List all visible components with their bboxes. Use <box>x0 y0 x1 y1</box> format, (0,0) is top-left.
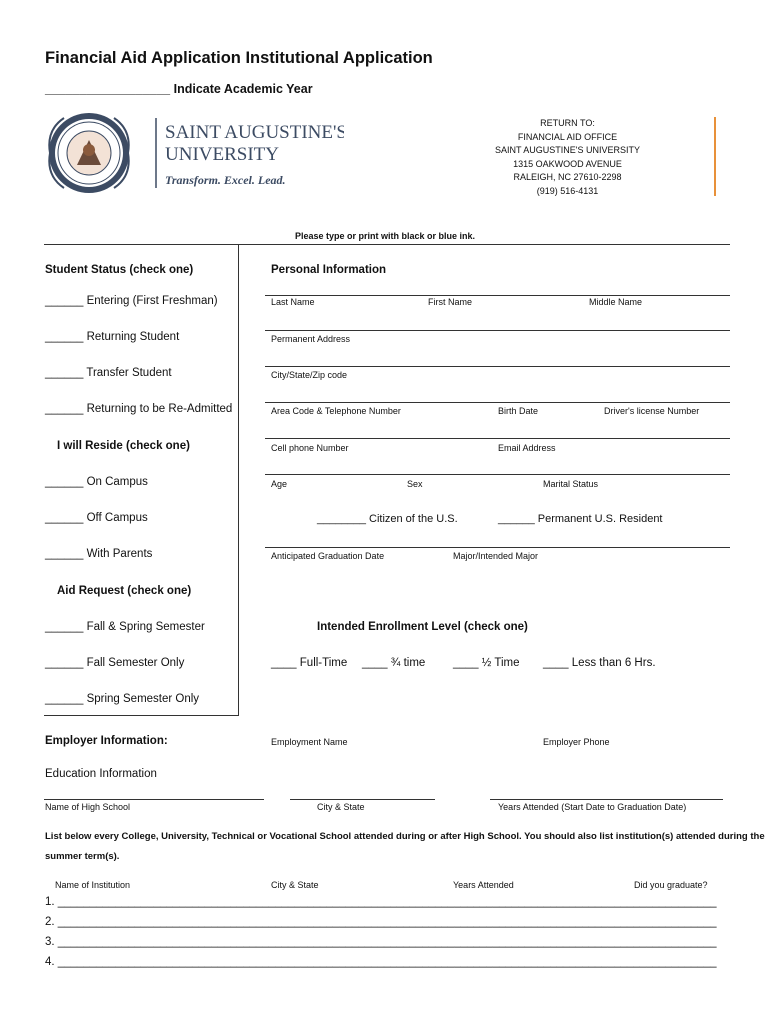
status-transfer[interactable]: ______ Transfer Student <box>45 367 172 379</box>
middle-name-label: Middle Name <box>589 297 643 307</box>
field-line <box>44 799 264 800</box>
return-line: FINANCIAL AID OFFICE <box>517 131 618 142</box>
enroll-full-time[interactable]: ____ Full-Time <box>271 657 348 669</box>
enrollment-title: Intended Enrollment Level (check one) <box>317 621 528 633</box>
institution-row-4[interactable]: 4. _______________________________________________________________________________________________________ <box>45 956 717 968</box>
institution-row-1[interactable]: 1. _______________________________________________________________________________________________________ <box>45 896 717 908</box>
ink-note: Please type or print with black or blue ink. <box>294 231 476 241</box>
education-instructions-2: summer term(s). <box>45 851 120 862</box>
age-label: Age <box>271 479 288 489</box>
return-line: (919) 516-4131 <box>536 185 599 196</box>
hs-city-label: City & State <box>317 802 365 812</box>
aid-title: Aid Request (check one) <box>57 585 192 597</box>
field-line <box>265 295 730 296</box>
status-readmitted[interactable]: ______ Returning to be Re-Admitted <box>45 403 233 415</box>
employer-phone-label: Employer Phone <box>543 737 610 747</box>
address-label: Permanent Address <box>271 334 351 344</box>
return-line: RALEIGH, NC 27610-2298 <box>513 172 622 183</box>
reside-on-campus[interactable]: ______ On Campus <box>45 476 148 488</box>
license-label: Driver's license Number <box>604 406 700 416</box>
last-name-label: Last Name <box>271 297 315 307</box>
field-line <box>490 799 723 800</box>
personal-info-title: Personal Information <box>271 264 387 276</box>
field-line <box>265 438 730 439</box>
cell-label: Cell phone Number <box>271 443 349 453</box>
page-title: Financial Aid Application Institutional Application <box>45 49 433 67</box>
col-city-state: City & State <box>271 880 319 890</box>
return-line: RETURN TO: <box>540 118 595 128</box>
accent-bar <box>714 117 716 196</box>
divider <box>44 244 730 245</box>
status-returning[interactable]: ______ Returning Student <box>45 331 180 343</box>
logo-tagline: Transform. Excel. Lead. <box>165 173 286 187</box>
return-line: 1315 OAKWOOD AVENUE <box>513 158 622 169</box>
student-status-title: Student Status (check one) <box>45 264 194 276</box>
enroll-less-than-6[interactable]: ____ Less than 6 Hrs. <box>543 657 656 669</box>
city-label: City/State/Zip code <box>271 370 348 380</box>
field-line <box>265 366 730 367</box>
university-logo <box>44 110 344 196</box>
reside-off-campus[interactable]: ______ Off Campus <box>45 512 148 524</box>
major-label: Major/Intended Major <box>453 551 539 561</box>
field-line <box>265 402 730 403</box>
return-line: SAINT AUGUSTINE'S UNIVERSITY <box>494 145 641 156</box>
sex-label: Sex <box>407 479 423 489</box>
institution-row-2[interactable]: 2. _______________________________________________________________________________________________________ <box>45 916 717 928</box>
reside-title: I will Reside (check one) <box>57 440 190 452</box>
status-entering[interactable]: ______ Entering (First Freshman) <box>45 295 218 307</box>
return-address <box>470 117 665 199</box>
enroll-half[interactable]: ____ ½ Time <box>453 657 520 669</box>
aid-fall-only[interactable]: ______ Fall Semester Only <box>45 657 185 669</box>
marital-label: Marital Status <box>543 479 599 489</box>
enroll-three-quarter[interactable]: ____ ¾ time <box>362 657 426 669</box>
field-line <box>290 799 435 800</box>
birth-date-label: Birth Date <box>498 406 539 416</box>
col-years: Years Attended <box>453 880 514 890</box>
employment-name-label: Employment Name <box>271 737 348 747</box>
university-seal-icon <box>44 110 344 196</box>
institution-row-3[interactable]: 3. _______________________________________________________________________________________________________ <box>45 936 717 948</box>
first-name-label: First Name <box>428 297 473 307</box>
col-graduate: Did you graduate? <box>634 880 708 890</box>
field-line <box>265 474 730 475</box>
years-attended-label: Years Attended (Start Date to Graduation Date) <box>498 802 687 812</box>
education-instructions: List below every College, University, Technical or Vocational School attended during or after High School. You should also list institution(s) attended during the <box>45 831 765 842</box>
logo-name: SAINT AUGUSTINE'S <box>165 122 344 143</box>
resident-option[interactable]: ______ Permanent U.S. Resident <box>498 513 663 525</box>
email-label: Email Address <box>498 443 556 453</box>
col-institution: Name of Institution <box>55 880 131 890</box>
logo-name-2: UNIVERSITY <box>165 144 279 165</box>
citizen-option[interactable]: ________ Citizen of the U.S. <box>317 513 458 525</box>
aid-fall-spring[interactable]: ______ Fall & Spring Semester <box>45 621 205 633</box>
section-line <box>44 715 239 716</box>
reside-with-parents[interactable]: ______ With Parents <box>45 548 153 560</box>
field-line <box>265 330 730 331</box>
education-title: Education Information <box>45 768 157 780</box>
field-line <box>265 547 730 548</box>
aid-spring-only[interactable]: ______ Spring Semester Only <box>45 693 200 705</box>
high-school-label: Name of High School <box>45 802 131 812</box>
academic-year-line: __________________ Indicate Academic Year <box>45 82 313 96</box>
employer-title: Employer Information: <box>45 735 168 747</box>
column-divider <box>238 245 239 715</box>
grad-date-label: Anticipated Graduation Date <box>271 551 385 561</box>
phone-label: Area Code & Telephone Number <box>271 406 401 416</box>
